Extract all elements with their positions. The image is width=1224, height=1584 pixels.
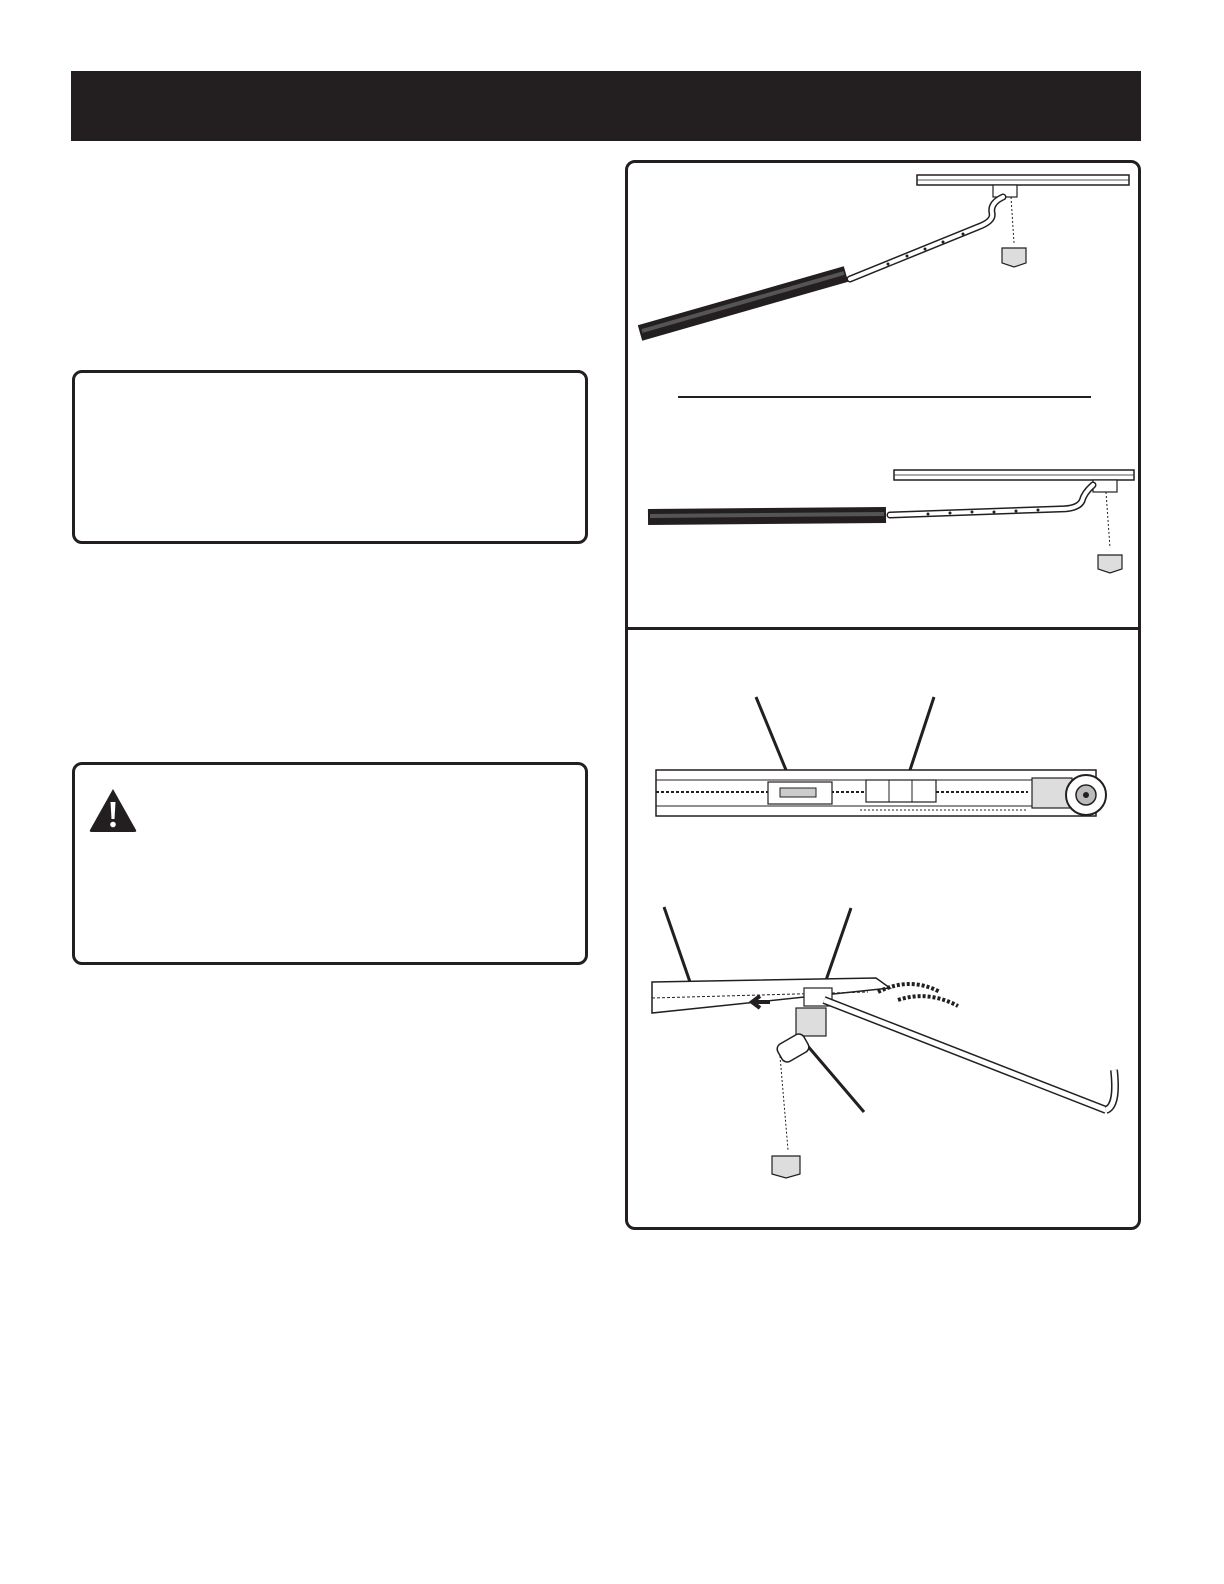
warning-box [72,762,588,965]
figure-panel [625,160,1141,1230]
note-box [72,370,588,544]
door-arm-straight-illustration [628,163,1138,623]
section-header-bar [71,71,1141,141]
warning-triangle-icon [88,787,138,833]
trolley-release-illustration [628,630,1138,1230]
